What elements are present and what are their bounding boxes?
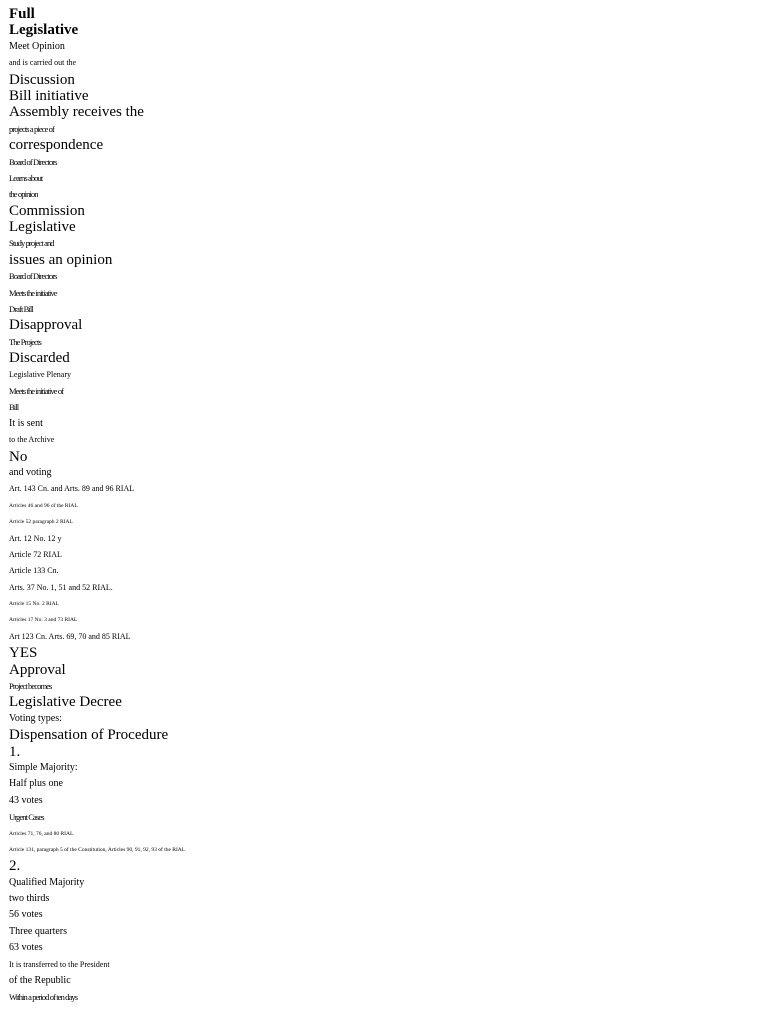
heading-line: Assembly receives the: [9, 104, 144, 121]
text-line: Meets the initiative: [9, 287, 57, 298]
text-column: [9, 6, 749, 1006]
text-line: the opinion: [9, 189, 38, 200]
text-line: It is transferred to the President: [9, 959, 110, 969]
text-line: Project becomes: [9, 681, 52, 692]
reference-line: Articles 17 No. 3 and 73 RIAL: [9, 617, 78, 624]
reference-line: Articles 71, 76, and 80 RIAL: [9, 830, 74, 837]
reference-line: Article 133 Cn.: [9, 566, 59, 576]
title-line-2: Legislative: [9, 22, 79, 39]
text-line: Meet Opinion: [9, 40, 65, 52]
text-line: Study project and: [9, 238, 54, 249]
reference-line: Art 123 Cn. Arts. 69, 70 and 85 RIAL: [9, 631, 131, 641]
heading-line: Disapproval: [9, 317, 83, 334]
heading-line: 1.: [9, 743, 21, 760]
text-line: Voting types:: [9, 712, 62, 724]
text-line: It is sent: [9, 417, 43, 429]
text-line: and is carried out the: [9, 58, 77, 68]
heading-line: Discarded: [9, 350, 70, 367]
text-line: Board of Directors: [9, 271, 57, 282]
reference-line: Article 52 paragraph 2 RIAL: [9, 519, 73, 526]
text-line: The Projects: [9, 336, 41, 347]
title-line-1: Full: [9, 6, 35, 22]
reference-line: Article 15 No. 2 RIAL: [9, 601, 59, 608]
text-line: and voting: [9, 466, 52, 478]
text-line: two thirds: [9, 893, 50, 905]
reference-line: Art. 143 Cn. and Arts. 89 and 96 RIAL: [9, 484, 135, 494]
heading-line: No: [9, 448, 28, 465]
heading-line: Commission: [9, 202, 85, 219]
text-line: Three quarters: [9, 925, 68, 937]
text-line: Board of Directors: [9, 156, 57, 167]
text-line: 43 votes: [9, 794, 43, 806]
heading-line: Discussion: [9, 71, 75, 88]
reference-line: Article 131, paragraph 5 of the Constitution, Articles 90, 91, 92, 93 of the RIAL: [9, 846, 186, 853]
text-line: projects a piece of: [9, 123, 54, 134]
text-line: Qualified Majority: [9, 876, 85, 888]
text-line: Learns about: [9, 172, 43, 183]
heading-line: Legislative Decree: [9, 694, 122, 711]
heading-line: issues an opinion: [9, 251, 113, 268]
reference-line: Arts. 37 No. 1, 51 and 52 RIAL.: [9, 582, 113, 592]
text-line: to the Archive: [9, 435, 55, 445]
heading-line: Dispensation of Procedure: [9, 727, 169, 744]
text-line: 56 votes: [9, 909, 43, 921]
reference-line: Article 72 RIAL: [9, 549, 62, 559]
text-line: Simple Majority:: [9, 761, 78, 773]
text-line: Legislative Plenary: [9, 369, 71, 379]
text-line: Bill: [9, 402, 19, 413]
text-line: Half plus one: [9, 778, 63, 790]
text-line: 63 votes: [9, 942, 43, 954]
reference-line: Art. 12 No. 12 y: [9, 533, 62, 543]
text-line: Draft Bill: [9, 304, 33, 315]
heading-line: 2.: [9, 858, 21, 875]
heading-line: Bill initiative: [9, 87, 89, 104]
heading-line: Legislative: [9, 219, 76, 236]
reference-line: Articles 46 and 96 of the RIAL: [9, 502, 78, 509]
heading-line: Approval: [9, 661, 66, 678]
text-line: Within a period of ten days: [9, 992, 78, 1003]
heading-line: YES: [9, 645, 38, 662]
text-line: Meets the initiative of: [9, 385, 64, 396]
text-line: Urgent Cases: [9, 812, 44, 823]
heading-line: correspondence: [9, 137, 104, 154]
text-line: of the Republic: [9, 975, 71, 987]
